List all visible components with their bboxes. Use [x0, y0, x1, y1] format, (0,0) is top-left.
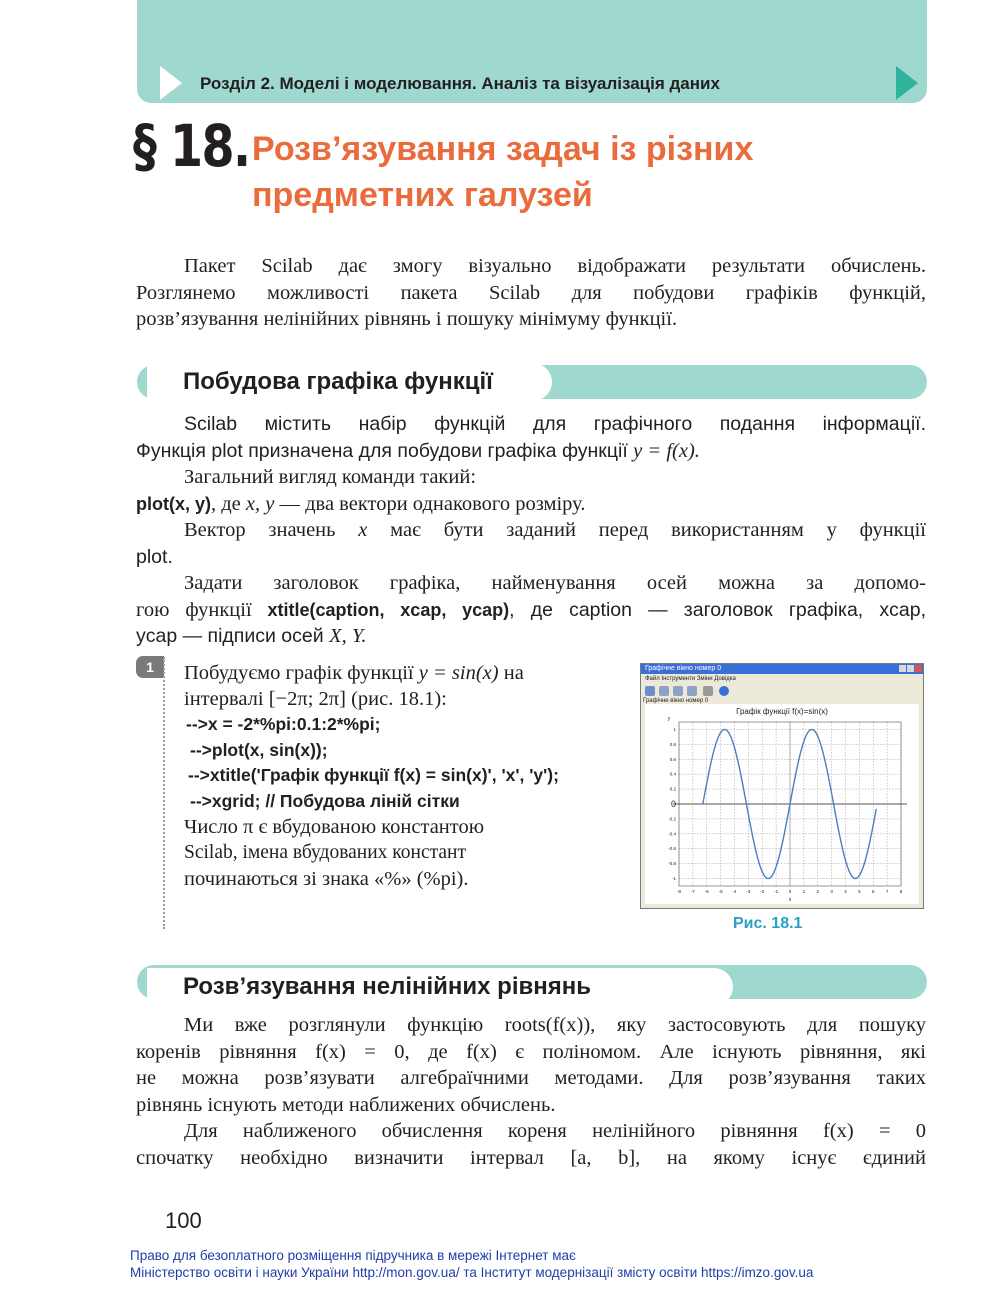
intro-line: розв’язування нелінійних рівнянь і пошуку мінімуму функції.	[136, 308, 678, 330]
formula: y = f(x).	[633, 439, 700, 462]
text-span: ycap — підписи осей	[136, 625, 330, 647]
window-toolbar	[641, 684, 923, 698]
text-line: коренів рівняння f(x) = 0, де f(x) є поліномом. Але існують рівняння, які	[136, 1040, 926, 1063]
y-tick-label: 0.6	[669, 756, 676, 762]
x-tick-label: 1	[802, 889, 806, 894]
code-line: -->xtitle('Графік функції f(x) = sin(x)', 'x', 'y');	[188, 765, 559, 785]
y-tick-label: 0.2	[669, 786, 676, 792]
y-tick-label: 0	[670, 799, 676, 809]
window-titlebar: Графічне вікно номер 0	[641, 664, 923, 674]
figure-caption: Рис. 18.1	[733, 915, 803, 932]
text-span: — два вектори однакового розміру.	[274, 492, 586, 515]
subsection-title-nonlinear: Розв’язування нелінійних рівнянь	[147, 968, 733, 1006]
example-note-line: Число π є вбудованою константою	[184, 816, 485, 838]
section-title-line-2: предметних галузей	[252, 176, 593, 214]
y-tick-label: -0.4	[668, 831, 676, 837]
text-line: спочатку необхідно визначити інтервал [a, b], на якому існує єдиний	[136, 1146, 926, 1169]
text-line: Для наближеного обчислення кореня нелінійного рівняння f(x) = 0	[184, 1120, 926, 1142]
text-span: гою функції	[136, 598, 268, 621]
code-line: -->plot(x, sin(x));	[190, 740, 328, 760]
subsection-title-plotting: Побудова графіка функції	[147, 363, 552, 401]
footer-line-1: Право для безоплатного розміщення підручника в мережі Інтернет має	[130, 1248, 576, 1263]
text-line: рівнянь існують методи наближених обчислень.	[136, 1093, 556, 1116]
page-number: 100	[165, 1208, 202, 1233]
text-line: Задати заголовок графіка, найменування осей можна за допомо-	[184, 572, 926, 594]
plot-title: Графік функції f(x)=sin(x)	[736, 707, 828, 716]
y-tick-label: 1	[673, 726, 676, 732]
window-status: Графічне вікно номер 0	[643, 698, 709, 704]
x-tick-label: 3	[830, 889, 833, 894]
nonlinear-paragraph	[136, 1012, 926, 1171]
close-icon[interactable]	[915, 665, 922, 672]
x-axis-label: x	[788, 897, 792, 903]
zoom-out-icon[interactable]	[673, 686, 683, 696]
text-span: Вектор значень	[184, 519, 359, 541]
code-inline: plot(x, y)	[136, 493, 211, 514]
help-icon[interactable]	[719, 686, 729, 696]
header-arrow-right-icon	[896, 66, 918, 100]
text-line: Ми вже розглянули функцію roots(f(x)), яку застосовують для пошуку	[184, 1014, 926, 1036]
y-tick-label: -0.6	[668, 846, 676, 852]
code-inline: xtitle(caption, xcap, ycap)	[267, 599, 510, 620]
x-tick-label: 7	[885, 889, 889, 894]
code-line: -->x = -2*%pi:0.1:2*%pi;	[186, 714, 381, 734]
y-tick-label: -0.8	[668, 861, 676, 867]
scilab-graphic-window	[640, 663, 924, 909]
x-tick-label: -8	[676, 889, 682, 894]
plot-ticks	[668, 716, 903, 903]
intro-line: Розглянемо можливості пакета Scilab для побудови графіків функцій,	[136, 281, 926, 304]
text-line: plot.	[136, 545, 173, 568]
text-line: Scilab містить набір функцій для графічного подання інформації.	[184, 413, 926, 435]
x-tick-label: 6	[871, 889, 875, 894]
text-line	[136, 597, 926, 624]
x-tick-label: -6	[704, 889, 709, 894]
example-margin-line	[163, 657, 165, 929]
rotate-icon[interactable]	[645, 686, 655, 696]
text-line	[136, 438, 926, 465]
text-line: не можна розв’язувати алгебраїчними методами. Для розв’язування таких	[136, 1067, 926, 1089]
text-span: , де	[211, 492, 246, 515]
x-tick-label: 0	[788, 889, 792, 894]
example-line: інтервалі [−2π; 2π] (рис. 18.1):	[184, 688, 447, 710]
text-line: Загальний вигляд команди такий:	[184, 466, 477, 488]
text-span: Побудуємо графік функції	[184, 662, 419, 684]
minimize-icon[interactable]	[899, 665, 906, 672]
x-tick-label: -7	[690, 889, 695, 894]
example-badge: 1	[136, 656, 164, 678]
text-span: має бути заданий перед використанням у функції	[367, 519, 926, 541]
text-line	[136, 491, 926, 518]
code-line: -->xgrid; // Побудова ліній сітки	[190, 791, 460, 811]
select-icon[interactable]	[703, 686, 713, 696]
x-tick-label: 4	[844, 889, 847, 894]
x-tick-label: 8	[899, 889, 903, 894]
x-tick-label: -3	[746, 889, 751, 894]
x-tick-label: -5	[718, 889, 723, 894]
y-axis-label: y	[667, 716, 671, 722]
y-tick-label: -0.2	[668, 816, 676, 822]
intro-line: Пакет Scilab дає змогу візуально відображати результати обчислень.	[184, 255, 926, 277]
example-line	[184, 660, 604, 686]
window-menubar[interactable]: Файл Інструменти Зміни Довідка	[645, 676, 736, 682]
x-tick-label: -2	[760, 889, 765, 894]
text-line	[136, 623, 926, 650]
text-span: , де caption — заголовок графіка, xcap,	[509, 598, 926, 621]
x-tick-label: -4	[732, 889, 737, 894]
pan-icon[interactable]	[687, 686, 697, 696]
zoom-in-icon[interactable]	[659, 686, 669, 696]
y-tick-label: -1	[671, 876, 676, 882]
text-span: Функція plot призначена для побудови графіка функції	[136, 439, 634, 462]
header-arrow-left-icon	[160, 66, 182, 100]
formula: x	[358, 519, 368, 541]
plot-canvas	[645, 704, 919, 904]
plot-description-paragraph	[136, 411, 926, 650]
footer-line-2: Міністерство освіти і науки України http://mon.gov.ua/ та Інститут модернізації змісту освіти https://imzo.gov.ua	[130, 1265, 814, 1280]
section-number: § 18.	[133, 112, 250, 180]
x-tick-label: -1	[774, 889, 779, 894]
text-line	[136, 517, 926, 544]
formula: y = sin(x)	[418, 662, 499, 684]
text-span: на	[498, 662, 524, 684]
y-tick-label: 0.8	[669, 741, 676, 747]
x-tick-label: 2	[816, 889, 820, 894]
chapter-title: Розділ 2. Моделі і моделювання. Аналіз та візуалізація даних	[200, 74, 720, 93]
formula: x, y	[245, 492, 275, 515]
x-tick-label: 5	[858, 889, 861, 894]
example-note-line: починаються зі знака «%» (%pi).	[184, 868, 469, 890]
y-tick-label: 0.4	[669, 771, 676, 777]
intro-paragraph	[136, 253, 926, 333]
section-title-line-1: Розв’язування задач із різних	[252, 130, 754, 168]
example-note-line: Scilab, імена вбудованих констант	[184, 842, 466, 863]
formula: X, Y.	[329, 625, 367, 647]
maximize-icon[interactable]	[907, 665, 914, 672]
